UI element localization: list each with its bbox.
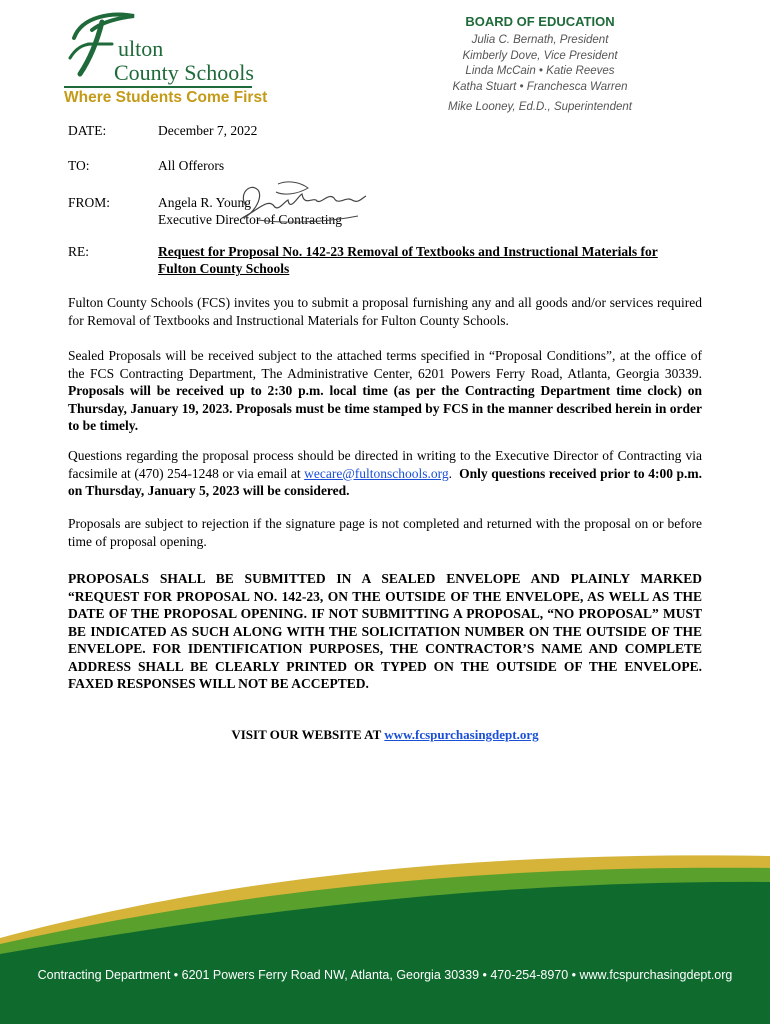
to-value: All Offerors	[158, 158, 225, 173]
board-of-education-block	[410, 14, 670, 113]
date-label: DATE:	[68, 123, 107, 138]
date-value: December 7, 2022	[158, 123, 258, 138]
paragraph-questions: Questions regarding the proposal process should be directed in writing to the Executive Director of Contracting via facsimile at (470) 254-1248 or via email at wecare@fultonschools.org. Only questions received prior to 4:00 p.m. on Thursday, January 5, 2023 will be considered.	[68, 448, 703, 498]
to-label: TO:	[68, 158, 90, 173]
logo-tagline: Where Students Come First	[64, 89, 268, 106]
logo-divider	[64, 86, 252, 88]
paragraph-rejection: Proposals are subject to rejection if the signature page is not completed and returned with the proposal on or before time of proposal opening.	[68, 516, 702, 549]
board-title: BOARD OF EDUCATION	[465, 14, 615, 29]
from-title: Executive Director of Contracting	[158, 212, 343, 227]
footer-contact-line: Contracting Department • 6201 Powers Ferry Road NW, Atlanta, Georgia 30339 • 470-254-8970 • www.fcspurchasingdept.org	[37, 968, 733, 982]
paragraph-invitation: Fulton County Schools (FCS) invites you to submit a proposal furnishing any and all goods and/or services required for Removal of Textbooks and Instructional Materials for Fulton County Schools.	[68, 295, 702, 328]
questions-text: Questions regarding the proposal process should be directed in writing to the Executive Director of Contracting via facsimile at (470) 254-1248 or via email at	[68, 448, 702, 481]
paragraph-sealed-proposals	[68, 347, 702, 435]
re-subject-line1: Request for Proposal No. 142-23 Removal of Textbooks and Instructional Materials for	[158, 244, 658, 259]
board-member-line: Katha Stuart • Franchesca Warren	[452, 80, 628, 93]
re-subject	[158, 243, 678, 277]
questions-deadline-text: Only questions received prior to 4:00 p.m. on Thursday, January 5, 2023 will be considered.	[68, 465, 703, 498]
fulton-county-schools-logo	[62, 8, 268, 108]
from-name: Angela R. Young	[158, 195, 252, 210]
paragraph-submission-instructions: PROPOSALS SHALL BE SUBMITTED IN A SEALED ENVELOPE AND PLAINLY MARKED “REQUEST FOR PROPOSAL NO. 142-23, ON THE OUTSIDE OF THE ENVELOPE, AS WELL AS THE DATE OF THE PROPOSAL OPENING. IF NOT SUBMITTING A PROPOSAL, “NO PROPOSAL” MUST BE INDICATED AS SUCH ALONG WITH THE SOLICITATION NUMBER ON THE OUTSIDE OF THE ENVELOPE. FOR IDENTIFICATION PURPOSES, THE CONTRACTOR’S NAME AND COMPLETE ADDRESS SHALL BE CLEARLY PRINTED OR TYPED ON THE OUTSIDE OF THE ENVELOPE. FAXED RESPONSES WILL NOT BE ACCEPTED.	[68, 571, 702, 691]
re-subject-line2: Fulton County Schools	[158, 261, 290, 276]
from-label: FROM:	[68, 195, 111, 210]
logo-text-county-schools: County Schools	[114, 60, 254, 85]
proposal-deadline-text: Proposals will be received up to 2:30 p.m. local time (as per the Contracting Department time clock) on Thursday, January 19, 2023. Proposals must be time stamped by FCS in the manner described herein in order to be timely.	[68, 383, 702, 433]
website-link[interactable]: www.fcspurchasingdept.org	[384, 727, 539, 742]
superintendent-line: Mike Looney, Ed.D., Superintendent	[448, 101, 632, 113]
website-line	[0, 727, 770, 743]
board-member-line: Linda McCain • Katie Reeves	[465, 65, 615, 77]
sealed-proposals-text: Sealed Proposals will be received subject to the attached terms specified in “Proposal Conditions”, at the office of the FCS Contracting Department, The Administrative Center, 6201 Powers Ferry Road, Atlanta, Georgia 30339.	[68, 348, 702, 381]
website-prefix: VISIT OUR WEBSITE AT	[231, 727, 382, 742]
footer-wave-graphic	[0, 820, 770, 1024]
board-member-line: Kimberly Dove, Vice President	[462, 49, 618, 62]
board-member-line: Julia C. Bernath, President	[471, 34, 609, 46]
signature-icon	[228, 176, 368, 228]
email-link[interactable]: wecare@fultonschools.org	[304, 465, 449, 481]
logo-text-ulton: ulton	[118, 36, 164, 61]
re-label: RE:	[68, 244, 90, 259]
